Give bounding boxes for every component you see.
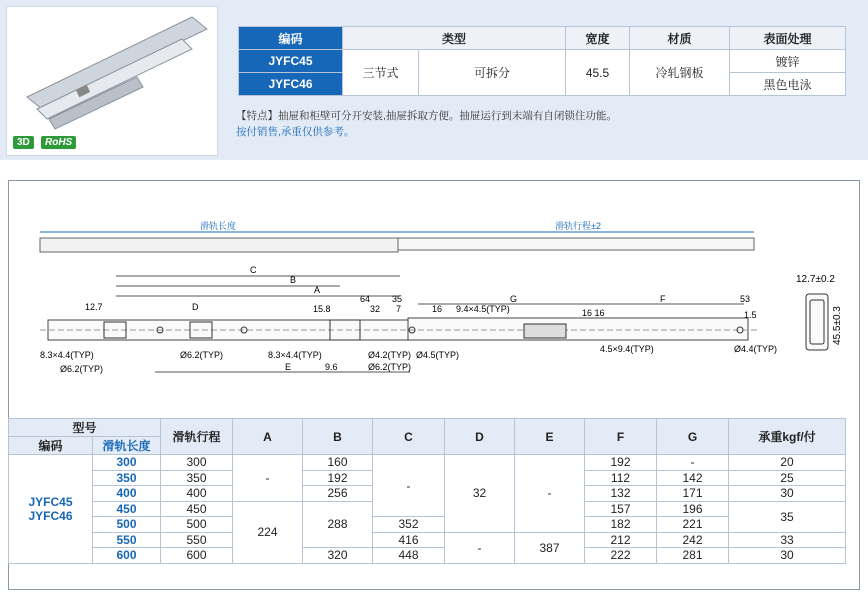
table-cell: - — [373, 455, 445, 517]
table-cell: 212 — [585, 532, 657, 548]
row-codes: JYFC45 JYFC46 — [9, 455, 93, 564]
table-cell: 30 — [729, 486, 846, 502]
table-cell: 132 — [585, 486, 657, 502]
table-cell: 352 — [373, 517, 445, 533]
table-cell: 32 — [445, 455, 515, 533]
col-e: E — [515, 419, 585, 455]
label-rail-length: 滑轨长度 — [199, 221, 237, 231]
sale-note: 按付销售,承重仅供参考。 — [236, 126, 355, 138]
spec-header-width: 宽度 — [566, 27, 630, 50]
note-hole-42: Ø4.2(TYP) — [368, 350, 412, 360]
table-cell: 450 — [161, 501, 233, 517]
note-slot-left: 8.3×4.4(TYP) — [40, 350, 94, 360]
table-cell: 300 — [161, 455, 233, 471]
table-cell: 281 — [657, 548, 729, 564]
dim-g: G — [510, 294, 518, 304]
col-code: 编码 — [9, 437, 93, 455]
col-b: B — [303, 419, 373, 455]
table-cell: 600 — [93, 548, 161, 564]
dim-f: F — [660, 294, 666, 304]
table-cell: 196 — [657, 501, 729, 517]
table-cell: 171 — [657, 486, 729, 502]
table-cell: 25 — [729, 470, 846, 486]
table-cell: 350 — [161, 470, 233, 486]
table-cell: - — [657, 455, 729, 471]
table-cell: - — [515, 455, 585, 533]
spec-finish-1: 镀锌 — [730, 50, 846, 73]
dimension-table — [8, 418, 846, 564]
dim-35: 35 — [392, 294, 403, 304]
note-hole-44: Ø4.4(TYP) — [734, 344, 778, 354]
spec-detach: 可拆分 — [419, 50, 566, 96]
table-cell: 400 — [93, 486, 161, 502]
table-cell: 35 — [729, 501, 846, 532]
dim-1-5: 1.5 — [744, 310, 757, 320]
dim-7: 7 — [396, 304, 402, 314]
col-f: F — [585, 419, 657, 455]
col-length: 滑轨长度 — [93, 437, 161, 455]
col-g: G — [657, 419, 729, 455]
table-cell: 450 — [93, 501, 161, 517]
3d-badge: 3D — [13, 136, 34, 149]
table-cell: 224 — [233, 501, 303, 563]
note-hole-left: Ø6.2(TYP) — [60, 364, 104, 374]
table-cell: 288 — [303, 501, 373, 548]
dim-64: 64 — [360, 294, 371, 304]
dim-e: E — [285, 362, 292, 372]
table-cell: 192 — [585, 455, 657, 471]
dim-53: 53 — [740, 294, 751, 304]
dim-c: C — [250, 265, 257, 275]
spec-width: 45.5 — [566, 50, 630, 96]
table-cell: 33 — [729, 532, 846, 548]
spec-material: 冷轧钢板 — [630, 50, 730, 96]
table-cell: 350 — [93, 470, 161, 486]
spec-header-material: 材质 — [630, 27, 730, 50]
spec-code-2: JYFC46 — [239, 73, 343, 96]
spec-header-code: 编码 — [239, 27, 343, 50]
col-c: C — [373, 419, 445, 455]
table-cell: - — [445, 532, 515, 563]
table-cell: 500 — [93, 517, 161, 533]
col-a: A — [233, 419, 303, 455]
dim-16-16: 16 16 — [582, 308, 605, 318]
note-hole-45: Ø4.5(TYP) — [416, 350, 460, 360]
col-load: 承重kgf/付 — [729, 419, 846, 455]
table-cell: 157 — [585, 501, 657, 517]
table-cell: 387 — [515, 532, 585, 563]
dim-profile-height: 45.5±0.3 — [832, 306, 843, 345]
col-model: 型号 — [9, 419, 161, 437]
col-travel: 滑轨行程 — [161, 419, 233, 455]
dim-slot-top: 9.4×4.5(TYP) — [456, 304, 510, 314]
table-cell: 192 — [303, 470, 373, 486]
table-cell: 222 — [585, 548, 657, 564]
col-d: D — [445, 419, 515, 455]
dim-32: 32 — [370, 304, 381, 314]
spec-code-1: JYFC45 — [239, 50, 343, 73]
dim-a: A — [314, 285, 321, 295]
note-slot-right: 4.5×9.4(TYP) — [600, 344, 654, 354]
dim-16: 16 — [432, 304, 443, 314]
spec-finish-2: 黑色电泳 — [730, 73, 846, 96]
feature-text: 【特点】抽屉和柜壁可分开安装,抽屉拆取方便。抽屉运行到末端有自闭锁住功能。 — [236, 110, 617, 122]
table-cell: 182 — [585, 517, 657, 533]
table-cell: 142 — [657, 470, 729, 486]
table-cell: 256 — [303, 486, 373, 502]
label-rail-travel: 滑轨行程±2 — [555, 221, 601, 231]
note-slot-mid: 8.3×4.4(TYP) — [268, 350, 322, 360]
table-cell: 221 — [657, 517, 729, 533]
table-cell: 400 — [161, 486, 233, 502]
table-cell: 300 — [93, 455, 161, 471]
table-cell: 242 — [657, 532, 729, 548]
table-cell: 20 — [729, 455, 846, 471]
spec-header-type: 类型 — [343, 27, 566, 50]
table-cell: 160 — [303, 455, 373, 471]
note-9-6: 9.6 — [325, 362, 338, 372]
table-cell: 550 — [93, 532, 161, 548]
table-cell: 448 — [373, 548, 445, 564]
table-cell: 320 — [303, 548, 373, 564]
dim-b: B — [290, 275, 297, 285]
dim-profile-width: 12.7±0.2 — [796, 274, 835, 285]
spec-header-finish: 表面处理 — [730, 27, 846, 50]
table-cell: 416 — [373, 532, 445, 548]
note-hole-62: Ø6.2(TYP) — [180, 350, 224, 360]
spec-stage: 三节式 — [343, 50, 419, 96]
table-cell: 500 — [161, 517, 233, 533]
dim-12-7: 12.7 — [85, 302, 103, 312]
table-cell: 600 — [161, 548, 233, 564]
table-cell: 112 — [585, 470, 657, 486]
table-cell: - — [233, 455, 303, 502]
note-hole-62b: Ø6.2(TYP) — [368, 362, 412, 372]
dim-d: D — [192, 302, 199, 312]
table-cell: 550 — [161, 532, 233, 548]
dim-15-8: 15.8 — [313, 304, 331, 314]
table-cell: 30 — [729, 548, 846, 564]
rohs-badge: RoHS — [41, 136, 76, 149]
